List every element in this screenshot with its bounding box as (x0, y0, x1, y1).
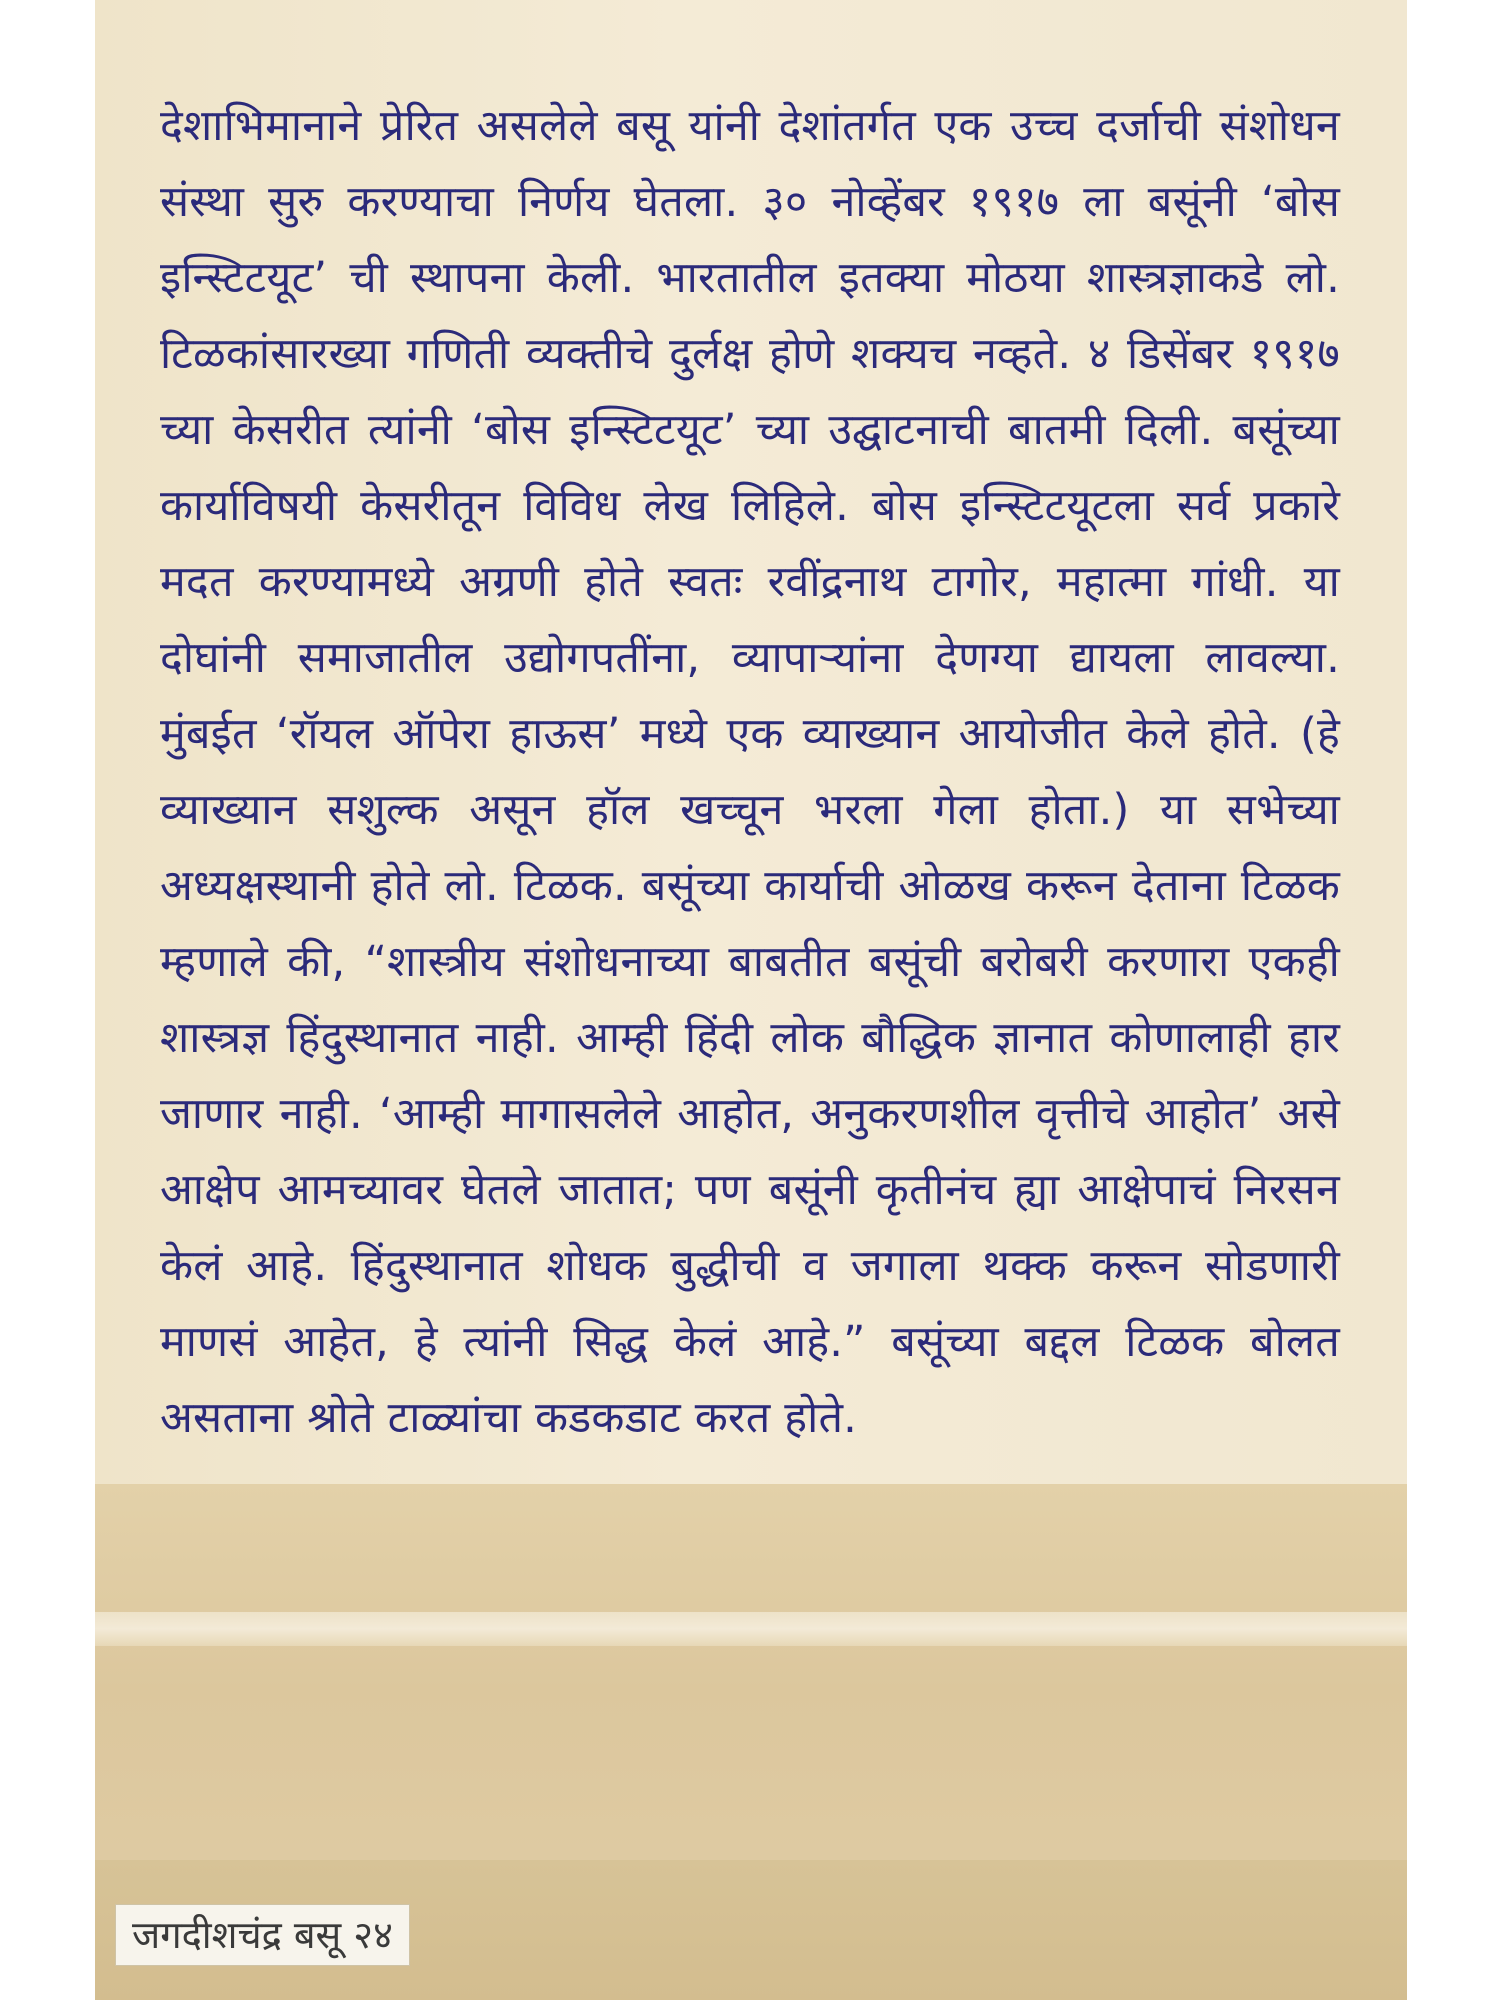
paragraph: देशाभिमानाने प्रेरित असलेले बसू यांनी देशांतर्गत एक उच्च दर्जाची संशोधन संस्था सुरु करण्याचा निर्णय घेतला. ३० नोव्हेंबर १९१७ ला बसूंनी ‘बोस इन्स्टिटयूट’ ची स्थापना केली. भारतातील इतक्या मोठया शास्त्रज्ञाकडे लो. टिळकांसारख्या गणिती व्यक्तीचे दुर्लक्ष होणे शक्यच नव्हते. ४ डिसेंबर १९१७ च्या केसरीत त्यांनी ‘बोस इन्स्टिटयूट’ च्या उद्घाटनाची बातमी दिली. बसूंच्या कार्याविषयी केसरीतून विविध लेख लिहिले. बोस इन्स्टिटयूटला सर्व प्रकारे मदत करण्यामध्ये अग्रणी होते स्वतः रवींद्रनाथ टागोर, महात्मा गांधी. या दोघांनी समाजातील उद्योगपतींना, व्यापाऱ्यांना देणग्या द्यायला लावल्या. मुंबईत ‘रॉयल ऑपेरा हाऊस’ मध्ये एक व्याख्यान आयोजीत केले होते. (हे व्याख्यान सशुल्क असून हॉल खच्चून भरला गेला होता.) या सभेच्या अध्यक्षस्थानी होते लो. टिळक. बसूंच्या कार्याची ओळख करून देताना टिळक म्हणाले की, “शास्त्रीय संशोधनाच्या बाबतीत बसूंची बरोबरी करणारा एकही शास्त्रज्ञ हिंदुस्थानात नाही. आम्ही हिंदी लोक बौद्धिक ज्ञानात कोणालाही हार जाणार नाही. ‘आम्ही मागासलेले आहोत, अनुकरणशील वृत्तीचे आहोत’ असे आक्षेप आमच्यावर घेतले जातात; पण बसूंनी कृतीनंच ह्या आक्षेपाचं निरसन केलं आहे. हिंदुस्थानात शोधक बुद्धीची व जगाला थक्क करून सोडणारी माणसं आहेत, हे त्यांनी सिद्ध केलं आहे.” बसूंच्या बद्दल टिळक बोलत असताना श्रोते टाळ्यांचा कडकडाट करत होते. (160, 101, 1340, 1443)
body-text (160, 88, 1340, 1456)
book-page (95, 0, 1407, 2000)
page-footer-label: जगदीशचंद्र बसू २४ (115, 1904, 410, 1966)
page-light-stripe (95, 1612, 1407, 1646)
